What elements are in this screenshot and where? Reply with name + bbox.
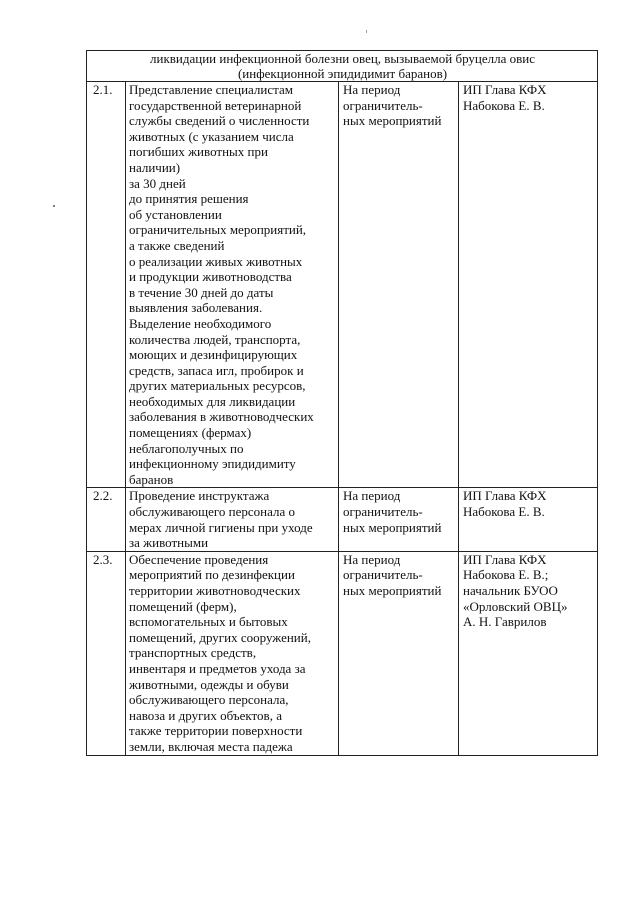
item-number: 2.1. [87,82,126,488]
section-header-line-2: (инфекционной эпидидимит баранов) [237,66,448,81]
period: На период ограничитель- ных мероприятий [339,82,459,488]
measures-table [86,50,598,756]
section-header-row [87,51,598,82]
scan-dot [53,205,55,207]
responsible-person: ИП Глава КФХ Набокова Е. В. [459,82,598,488]
action-description: Проведение инструктажа обслуживающего персонала о мерах личной гигиены при уходе за животными [126,488,339,551]
responsible-person: ИП Глава КФХ Набокова Е. В.; начальник БУОО «Орловский ОВЦ» А. Н. Гаврилов [459,551,598,755]
action-description: Обеспечение проведения мероприятий по дезинфекции территории животноводческих помещений (ферм), вспомогательных и бытовых помещений, других сооружений, транспортных средств, инвентаря и предметов ухода за животными, одежды и обуви обслуживающего персонала, навоза и других объектов, а также территории поверхности земли, включая места падежа [126,551,339,755]
table-row [87,488,598,551]
item-number: 2.2. [87,488,126,551]
scan-mark [366,30,367,33]
table-row [87,82,598,488]
action-description: Представление специалистам государственной ветеринарной службы сведений о численности животных (с указанием числа погибших животных при наличии) за 30 дней до принятия решения об установлении ограничительных мероприятий, а также сведений о реализации живых животных и продукции животноводства в течение 30 дней до даты выявления заболевания. Выделение необходимого количества людей, транспорта, моющих и дезинфицирующих средств, запаса игл, пробирок и других материальных ресурсов, необходимых для ликвидации заболевания в животноводческих помещениях (фермах) неблагополучных по инфекционному эпидидимиту баранов [126,82,339,488]
section-header-cell [87,51,598,82]
item-number: 2.3. [87,551,126,755]
period: На период ограничитель- ных мероприятий [339,488,459,551]
responsible-person: ИП Глава КФХ Набокова Е. В. [459,488,598,551]
section-header-line-1: ликвидации инфекционной болезни овец, вызываемой бруцелла овис [150,51,536,66]
period: На период ограничитель- ных мероприятий [339,551,459,755]
table-row [87,551,598,755]
